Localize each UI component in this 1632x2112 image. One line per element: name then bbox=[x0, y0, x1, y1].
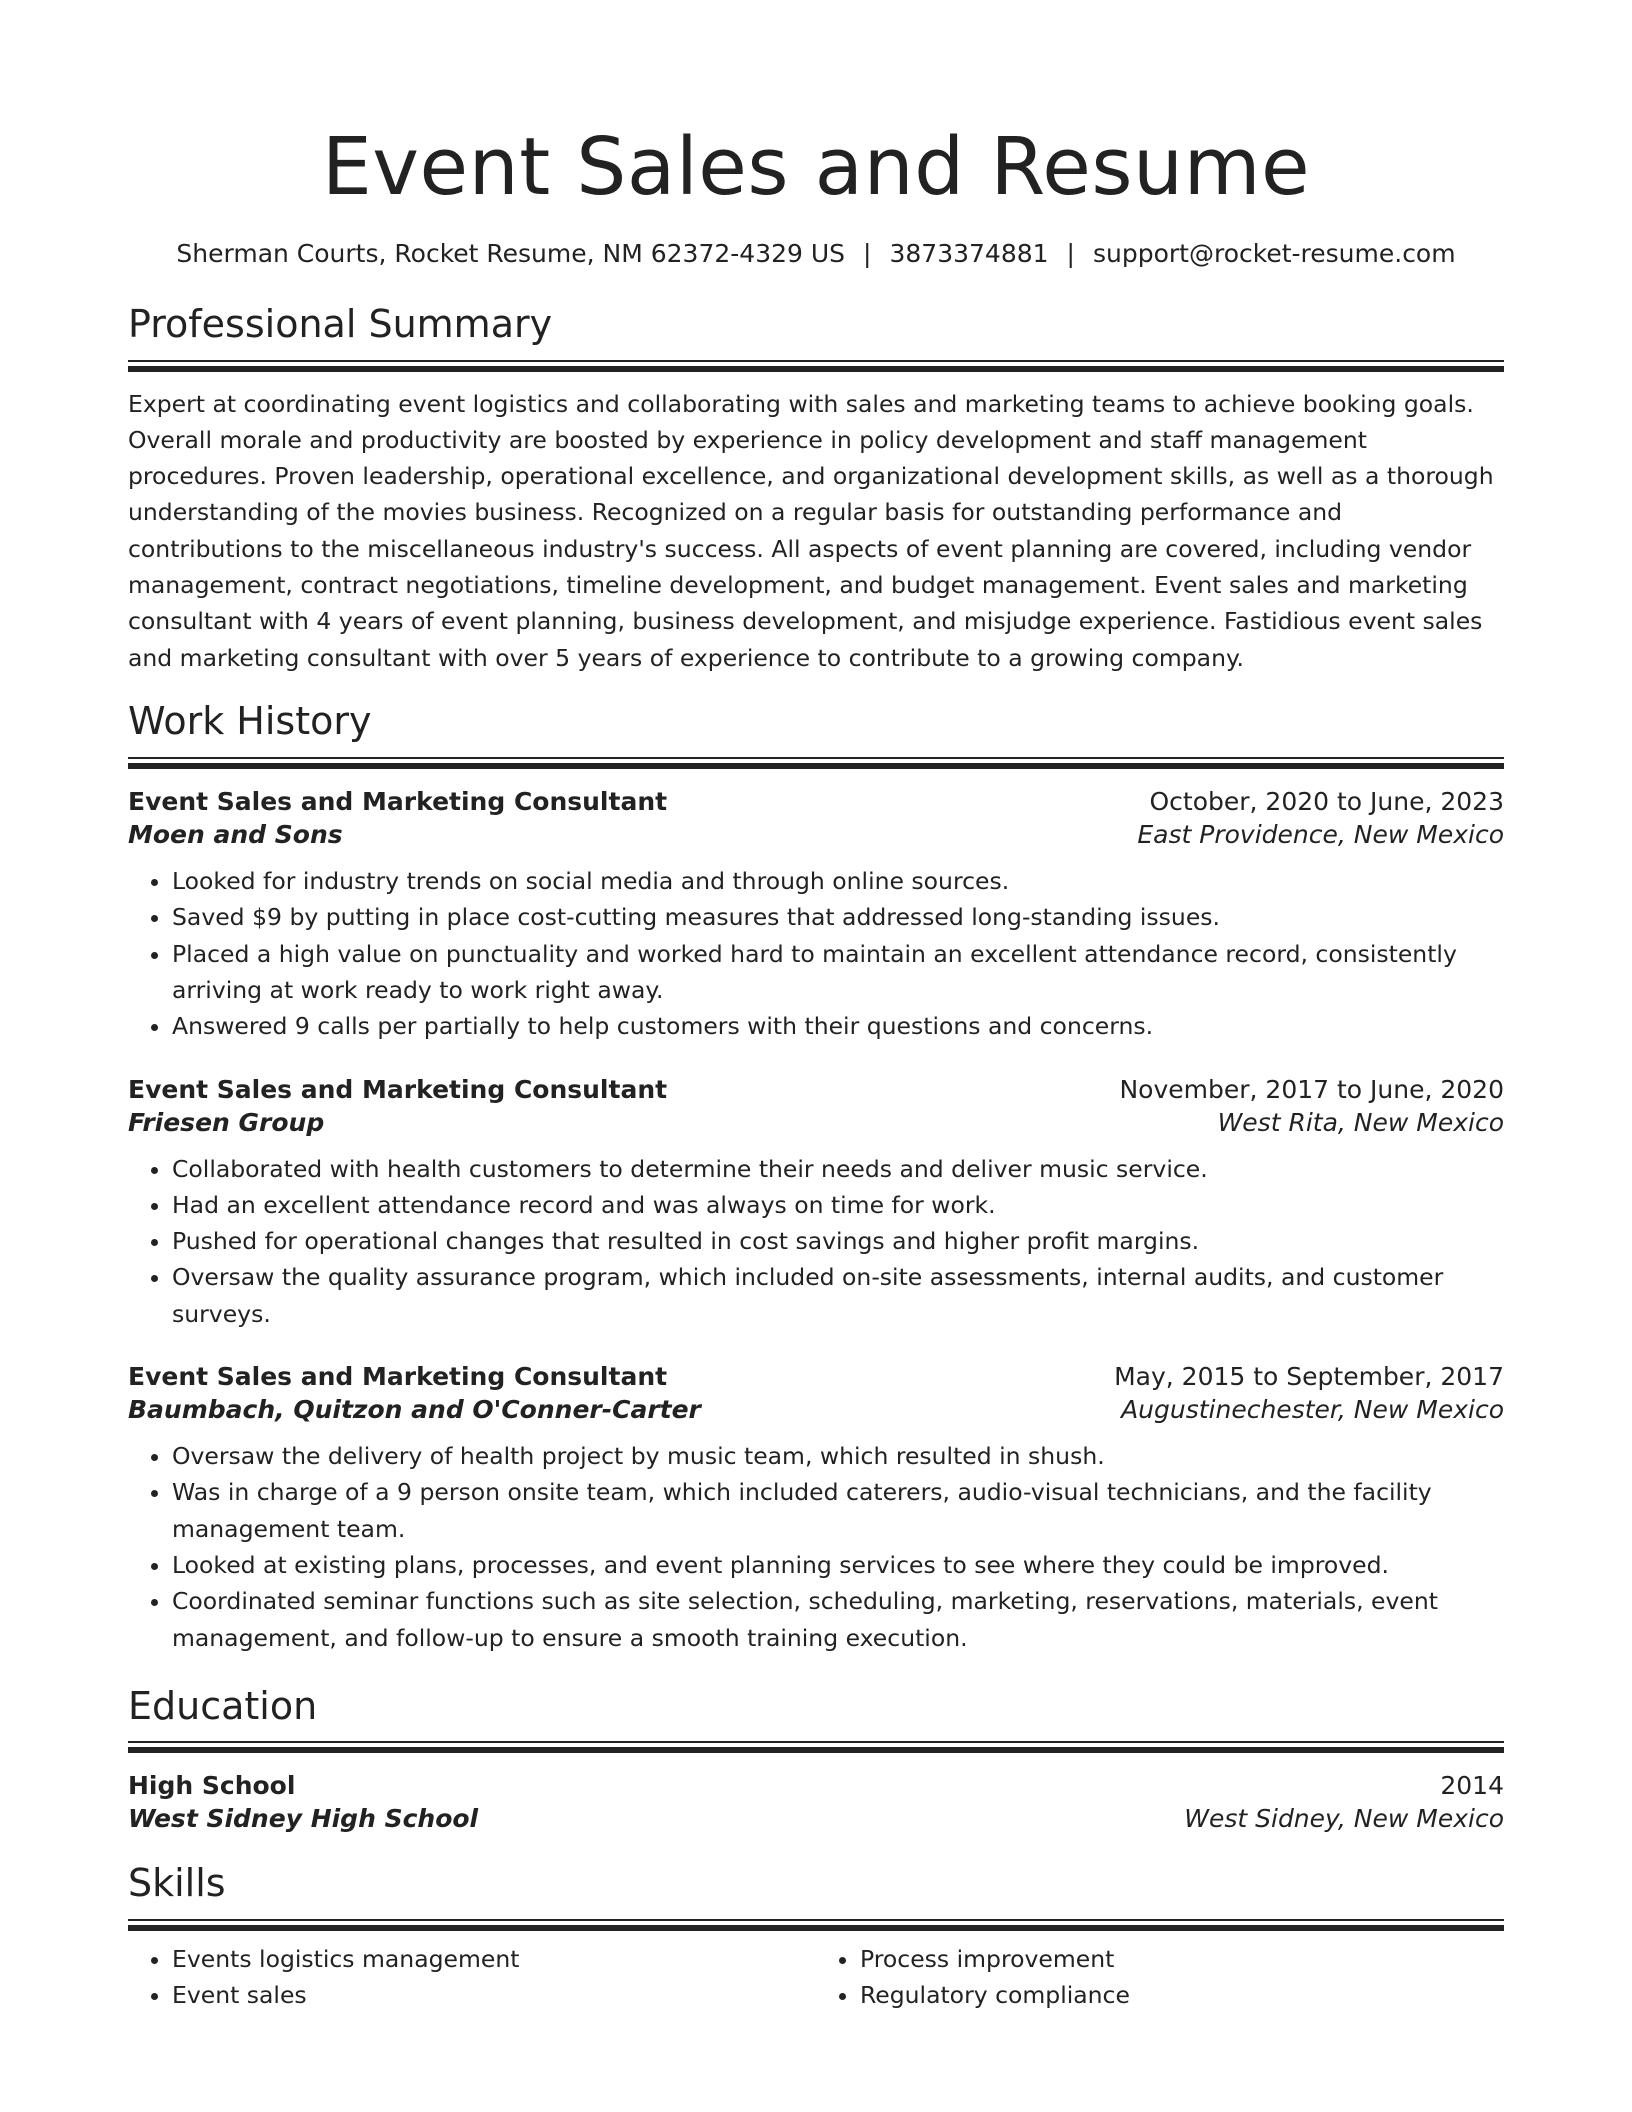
work-section bbox=[128, 699, 1504, 1655]
job-bullet: • Was in charge of a 9 person onsite team, which included caterers, audio-visual technicians, and the facility management team. bbox=[172, 1474, 1504, 1547]
job-title: Event Sales and Marketing Consultant bbox=[128, 787, 668, 817]
section-title-skills: Skills bbox=[128, 1861, 226, 1906]
job-bullet: • Saved $9 by putting in place cost-cutting measures that addressed long-standing issues. bbox=[172, 899, 1504, 935]
contact-separator: | bbox=[863, 239, 872, 268]
job-dates: October, 2020 to June, 2023 bbox=[1149, 787, 1504, 817]
section-title-work: Work History bbox=[128, 699, 372, 744]
section-rule-thick bbox=[128, 1747, 1504, 1753]
job-bullet: • Pushed for operational changes that resulted in cost savings and higher profit margins. bbox=[172, 1223, 1504, 1259]
section-rule bbox=[128, 757, 1504, 759]
section-title-education: Education bbox=[128, 1683, 318, 1728]
contact-separator: | bbox=[1066, 239, 1075, 268]
job-location: East Providence, New Mexico bbox=[1137, 820, 1504, 850]
job-bullet: • Oversaw the delivery of health project by music team, which resulted in shush. bbox=[172, 1438, 1504, 1474]
contact-phone: 3873374881 bbox=[889, 239, 1049, 268]
job-entry bbox=[128, 1075, 1504, 1332]
job-company: Moen and Sons bbox=[128, 820, 343, 850]
resume-name: Event Sales and Resume bbox=[321, 121, 1311, 213]
education-year: 2014 bbox=[1440, 1771, 1504, 1801]
job-bullet: • Had an excellent attendance record and was always on time for work. bbox=[172, 1187, 1504, 1223]
job-dates: May, 2015 to September, 2017 bbox=[1114, 1362, 1504, 1392]
skills-list bbox=[128, 1941, 1504, 2014]
section-title-summary: Professional Summary bbox=[128, 302, 553, 346]
job-bullets bbox=[128, 863, 1504, 1044]
education-location: West Sidney, New Mexico bbox=[1184, 1804, 1504, 1834]
job-bullets bbox=[128, 1151, 1504, 1332]
skill-item: • Regulatory compliance bbox=[860, 1977, 1504, 2013]
job-bullet: • Coordinated seminar functions such as site selection, scheduling, marketing, reservations, materials, event management, and follow-up to ensure a smooth training execution. bbox=[172, 1583, 1504, 1656]
job-company: Friesen Group bbox=[128, 1107, 325, 1137]
contact-address: Sherman Courts, Rocket Resume, NM 62372-4329 US bbox=[176, 239, 846, 268]
skill-item: • Process improvement bbox=[860, 1941, 1504, 1977]
job-bullet: • Oversaw the quality assurance program, which included on-site assessments, internal audits, and customer surveys. bbox=[172, 1259, 1504, 1332]
job-entry bbox=[128, 787, 1504, 1044]
job-title: Event Sales and Marketing Consultant bbox=[128, 1362, 668, 1392]
job-bullet: • Placed a high value on punctuality and worked hard to maintain an excellent attendance record, consistently arriving at work ready to work right away. bbox=[172, 936, 1504, 1009]
job-bullets bbox=[128, 1438, 1504, 1656]
education-school: West Sidney High School bbox=[128, 1804, 479, 1834]
section-rule-thick bbox=[128, 763, 1504, 769]
education-degree: High School bbox=[128, 1771, 296, 1801]
skill-item: • Event sales bbox=[172, 1977, 816, 2013]
job-bullet: • Answered 9 calls per partially to help customers with their questions and concerns. bbox=[172, 1008, 1504, 1044]
contact-email: support@rocket-resume.com bbox=[1092, 239, 1456, 268]
summary-text: Expert at coordinating event logistics and collaborating with sales and marketing teams to achieve booking goals. Overall morale and productivity are boosted by experience in policy development and staff management procedures. Proven leadership, operational excellence, and organizational development skills, as well as a thorough understanding of the movies business. Recognized on a regular basis for outstanding performance and contributions to the miscellaneous industry's success. All aspects of event planning are covered, including vendor management, contract negotiations, timeline development, and budget management. Event sales and marketing consultant with 4 years of event planning, business development, and misjudge experience. Fastidious event sales and marketing consultant with over 5 years of experience to contribute to a growing company. bbox=[128, 389, 1494, 672]
section-rule bbox=[128, 1741, 1504, 1743]
job-bullet: • Looked at existing plans, processes, and event planning services to see where they could be improved. bbox=[172, 1547, 1504, 1583]
section-rule-thick bbox=[128, 366, 1504, 372]
job-entry bbox=[128, 1362, 1504, 1656]
job-dates: November, 2017 to June, 2020 bbox=[1119, 1074, 1504, 1104]
job-company: Baumbach, Quitzon and O'Conner-Carter bbox=[128, 1395, 701, 1425]
skills-column-right bbox=[816, 1941, 1504, 2014]
skills-column-left bbox=[128, 1941, 816, 2014]
job-bullet: • Collaborated with health customers to determine their needs and deliver music service. bbox=[172, 1151, 1504, 1187]
section-rule-thick bbox=[128, 1925, 1504, 1931]
job-location: West Rita, New Mexico bbox=[1217, 1107, 1504, 1137]
skills-section bbox=[128, 1861, 1504, 2013]
section-rule bbox=[128, 1919, 1504, 1921]
contact-line bbox=[128, 239, 1504, 268]
job-title: Event Sales and Marketing Consultant bbox=[128, 1074, 668, 1104]
job-bullet: • Looked for industry trends on social media and through online sources. bbox=[172, 863, 1504, 899]
education-entry bbox=[128, 1771, 1504, 1833]
summary-section bbox=[128, 302, 1504, 676]
skill-item: • Events logistics management bbox=[172, 1941, 816, 1977]
job-location: Augustinechester, New Mexico bbox=[1121, 1395, 1504, 1425]
section-rule bbox=[128, 360, 1504, 362]
education-section bbox=[128, 1684, 1504, 1834]
